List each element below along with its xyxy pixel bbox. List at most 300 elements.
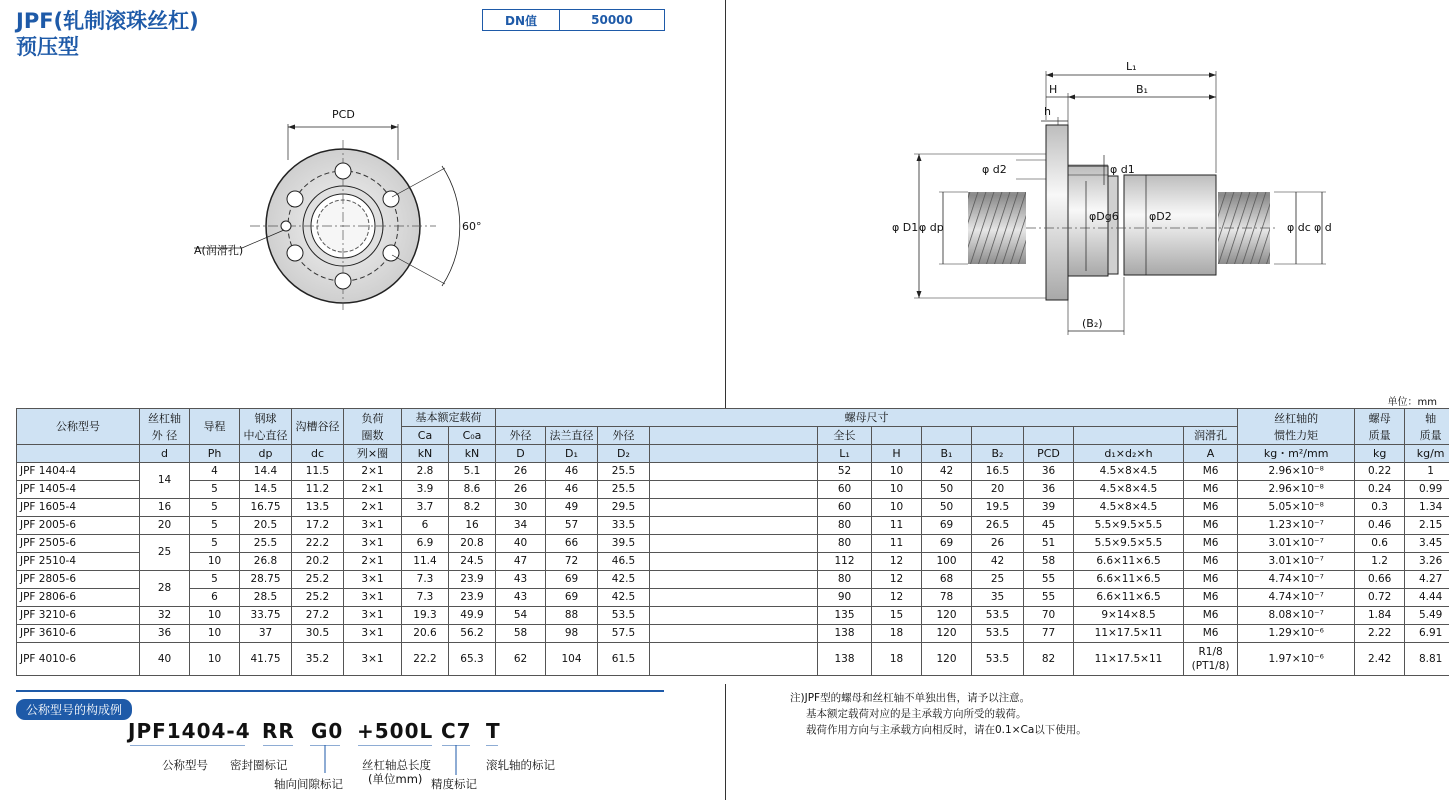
cell-model: JPF 1405-4 — [17, 481, 140, 499]
cell-A-line1: R1/8 — [1198, 646, 1223, 658]
cell-PCD: 58 — [1024, 553, 1074, 571]
dg6-label: φDg6 — [1089, 210, 1119, 223]
cell-coa: 49.9 — [449, 607, 496, 625]
dn-label: DN值 — [483, 10, 560, 30]
cell-A — [1184, 643, 1238, 676]
cell-mn: 0.72 — [1355, 589, 1405, 607]
cell-ph: 10 — [190, 553, 240, 571]
cell-dc: 11.2 — [292, 481, 344, 499]
cell-model: JPF 2505-6 — [17, 535, 140, 553]
cell-B2: 26.5 — [972, 517, 1024, 535]
cell-dp: 28.75 — [240, 571, 292, 589]
h-small-label: h — [1044, 105, 1051, 118]
cell-A-line2: (PT1/8) — [1191, 660, 1230, 672]
cell-n: 3×1 — [344, 589, 402, 607]
cell-hole: 4.5×8×4.5 — [1074, 481, 1184, 499]
cell-d: 14 — [140, 463, 190, 499]
cell-H: 12 — [872, 589, 922, 607]
cell-dp: 33.75 — [240, 607, 292, 625]
cell-B2: 20 — [972, 481, 1024, 499]
cell-n: 3×1 — [344, 571, 402, 589]
th-blank-sym — [650, 445, 818, 463]
cell-H: 10 — [872, 463, 922, 481]
cell-d: 25 — [140, 535, 190, 571]
th-len: 全长 — [818, 427, 872, 445]
cell-coa: 56.2 — [449, 625, 496, 643]
cell-blank — [650, 535, 818, 553]
d-label: φ d — [1314, 221, 1332, 234]
cell-dc: 13.5 — [292, 499, 344, 517]
cell-H: 18 — [872, 643, 922, 676]
th-shaft-mass: 轴 质量 — [1405, 409, 1449, 445]
table-row — [17, 571, 1449, 589]
caption-rolled: 滚轧轴的标记 — [486, 758, 555, 772]
code-clearance: G0 — [311, 719, 344, 743]
cell-mn: 2.42 — [1355, 643, 1405, 676]
cell-n: 3×1 — [344, 643, 402, 676]
cell-J: 2.96×10⁻⁸ — [1238, 481, 1355, 499]
cell-ms: 5.49 — [1405, 607, 1449, 625]
th-dc-sym: dc — [292, 445, 344, 463]
cell-n: 2×1 — [344, 463, 402, 481]
cell-D1: 88 — [546, 607, 598, 625]
cell-ca: 20.6 — [402, 625, 449, 643]
cell-D2: 53.5 — [598, 607, 650, 625]
table-row — [17, 607, 1449, 625]
cell-blank — [650, 589, 818, 607]
cell-dc: 25.2 — [292, 589, 344, 607]
cell-H: 15 — [872, 607, 922, 625]
th-od2: 外径 — [598, 427, 650, 445]
cell-hole: 6.6×11×6.5 — [1074, 589, 1184, 607]
cell-blank — [650, 607, 818, 625]
cell-d: 40 — [140, 643, 190, 676]
d2-label: φ d2 — [982, 163, 1007, 176]
d1-flange-label: φ D1 — [892, 221, 919, 234]
cell-D2: 25.5 — [598, 481, 650, 499]
cell-B2: 53.5 — [972, 625, 1024, 643]
cell-dp: 16.75 — [240, 499, 292, 517]
cell-blank — [650, 553, 818, 571]
cell-D2: 57.5 — [598, 625, 650, 643]
th-b1-sym: B₁ — [922, 445, 972, 463]
cell-model: JPF 3610-6 — [17, 625, 140, 643]
cell-B2: 16.5 — [972, 463, 1024, 481]
cell-PCD: 55 — [1024, 571, 1074, 589]
cell-coa: 23.9 — [449, 589, 496, 607]
cell-J: 4.74×10⁻⁷ — [1238, 589, 1355, 607]
code-model: JPF1404-4 — [128, 719, 251, 743]
code-seal: RR — [262, 719, 295, 743]
cell-coa: 24.5 — [449, 553, 496, 571]
cell-B1: 78 — [922, 589, 972, 607]
cell-dp: 28.5 — [240, 589, 292, 607]
cell-D1: 66 — [546, 535, 598, 553]
cell-ca: 6 — [402, 517, 449, 535]
cell-dc: 11.5 — [292, 463, 344, 481]
table-row — [17, 625, 1449, 643]
cell-L1: 135 — [818, 607, 872, 625]
cell-H: 10 — [872, 499, 922, 517]
nut-side-view-drawing — [886, 55, 1356, 340]
cell-H: 10 — [872, 481, 922, 499]
cell-B1: 120 — [922, 625, 972, 643]
header-row-3 — [17, 445, 1449, 463]
cell-ms: 1 — [1405, 463, 1449, 481]
cell-dc: 25.2 — [292, 571, 344, 589]
caption-length-unit: (单位mm) — [368, 772, 423, 786]
example-label: 公称型号的构成例 — [16, 699, 132, 720]
code-rolled: T — [486, 719, 501, 743]
caption-model: 公称型号 — [162, 758, 208, 772]
cell-coa: 16 — [449, 517, 496, 535]
cell-D2: 33.5 — [598, 517, 650, 535]
cell-ph: 5 — [190, 571, 240, 589]
h-flange-label: H — [1049, 83, 1058, 96]
cell-PCD: 36 — [1024, 463, 1074, 481]
cell-A: M6 — [1184, 481, 1238, 499]
cell-hole: 5.5×9.5×5.5 — [1074, 535, 1184, 553]
cell-d: 28 — [140, 571, 190, 607]
cell-D1: 104 — [546, 643, 598, 676]
cell-PCD: 82 — [1024, 643, 1074, 676]
cell-dp: 41.75 — [240, 643, 292, 676]
cell-n: 3×1 — [344, 535, 402, 553]
cell-B1: 120 — [922, 643, 972, 676]
cell-D1: 49 — [546, 499, 598, 517]
cell-J: 8.08×10⁻⁷ — [1238, 607, 1355, 625]
note-2: 基本额定载荷对应的是主承载方向所受的载荷。 — [806, 708, 1027, 720]
cell-n: 3×1 — [344, 625, 402, 643]
cell-D: 62 — [496, 643, 546, 676]
cell-PCD: 36 — [1024, 481, 1074, 499]
cell-PCD: 77 — [1024, 625, 1074, 643]
cell-hole: 4.5×8×4.5 — [1074, 499, 1184, 517]
cell-B1: 68 — [922, 571, 972, 589]
caption-length: 丝杠轴总长度 — [362, 758, 431, 772]
cell-coa: 23.9 — [449, 571, 496, 589]
th-model-sym — [17, 445, 140, 463]
dn-value-box — [482, 9, 665, 31]
cell-L1: 52 — [818, 463, 872, 481]
cell-D2: 42.5 — [598, 589, 650, 607]
cell-B1: 50 — [922, 499, 972, 517]
cell-coa: 5.1 — [449, 463, 496, 481]
cell-hole: 6.6×11×6.5 — [1074, 553, 1184, 571]
th-coa-unit: kN — [449, 445, 496, 463]
cell-B1: 100 — [922, 553, 972, 571]
cell-blank — [650, 499, 818, 517]
cell-dc: 27.2 — [292, 607, 344, 625]
cell-B2: 19.5 — [972, 499, 1024, 517]
th-hole-sym: d₁×d₂×h — [1074, 445, 1184, 463]
th-len-sym: L₁ — [818, 445, 872, 463]
cell-dp: 14.5 — [240, 481, 292, 499]
cell-hole: 9×14×8.5 — [1074, 607, 1184, 625]
th-d-sym: d — [140, 445, 190, 463]
cell-dp: 20.5 — [240, 517, 292, 535]
cell-A: M6 — [1184, 517, 1238, 535]
cell-A: M6 — [1184, 571, 1238, 589]
cell-B2: 35 — [972, 589, 1024, 607]
cell-L1: 138 — [818, 643, 872, 676]
example-divider — [16, 690, 664, 692]
th-blank — [650, 427, 818, 445]
table-row — [17, 553, 1449, 571]
cell-blank — [650, 643, 818, 676]
cell-H: 12 — [872, 571, 922, 589]
th-lube: 润滑孔 — [1184, 427, 1238, 445]
angle-label: 60° — [462, 220, 482, 233]
th-lube-sym: A — [1184, 445, 1238, 463]
cell-mn: 0.6 — [1355, 535, 1405, 553]
th-pcd-blank — [1024, 427, 1074, 445]
spec-table-body — [17, 463, 1449, 676]
cell-D2: 29.5 — [598, 499, 650, 517]
table-row — [17, 463, 1449, 481]
cell-B1: 69 — [922, 535, 972, 553]
cell-B2: 53.5 — [972, 643, 1024, 676]
th-shaft-mass-unit: kg/m — [1405, 445, 1449, 463]
cell-ph: 5 — [190, 517, 240, 535]
th-lead: 导程 — [190, 409, 240, 445]
cell-mn: 0.66 — [1355, 571, 1405, 589]
center-divider-lower — [725, 684, 726, 800]
th-model: 公称型号 — [17, 409, 140, 445]
cell-dp: 14.4 — [240, 463, 292, 481]
spec-table — [16, 408, 1449, 676]
cell-ph: 5 — [190, 499, 240, 517]
cell-blank — [650, 625, 818, 643]
code-accuracy: C7 — [441, 719, 472, 743]
cell-ca: 3.9 — [402, 481, 449, 499]
cell-ca: 6.9 — [402, 535, 449, 553]
th-circuits-sym: 列×圈 — [344, 445, 402, 463]
cell-dc: 35.2 — [292, 643, 344, 676]
th-od2-sym: D₂ — [598, 445, 650, 463]
cell-dc: 22.2 — [292, 535, 344, 553]
th-ball: 钢球 中心直径 — [240, 409, 292, 445]
th-hole-blank — [1074, 427, 1184, 445]
cell-L1: 60 — [818, 499, 872, 517]
cell-A: M6 — [1184, 535, 1238, 553]
caption-seal: 密封圈标记 — [230, 758, 288, 772]
cell-J: 3.01×10⁻⁷ — [1238, 553, 1355, 571]
note-3: 载荷作用方向与主承载方向相反时，请在0.1×Ca以下使用。 — [806, 724, 1087, 736]
th-nut-dims: 螺母尺寸 — [496, 409, 1238, 427]
cell-B2: 53.5 — [972, 607, 1024, 625]
cell-coa: 8.2 — [449, 499, 496, 517]
code-length: +500L — [357, 719, 434, 743]
cell-D: 30 — [496, 499, 546, 517]
cell-ms: 4.44 — [1405, 589, 1449, 607]
cell-D1: 46 — [546, 463, 598, 481]
header-row-1 — [17, 409, 1449, 427]
cell-B1: 42 — [922, 463, 972, 481]
cell-n: 3×1 — [344, 517, 402, 535]
cell-D1: 69 — [546, 571, 598, 589]
cell-ph: 4 — [190, 463, 240, 481]
l1-label: L₁ — [1126, 60, 1137, 73]
table-row — [17, 643, 1449, 676]
cell-D2: 39.5 — [598, 535, 650, 553]
th-groove: 沟槽谷径 — [292, 409, 344, 445]
cell-d: 36 — [140, 625, 190, 643]
cell-mn: 0.3 — [1355, 499, 1405, 517]
th-od-sym: D — [496, 445, 546, 463]
cell-A: M6 — [1184, 625, 1238, 643]
cell-mn: 0.22 — [1355, 463, 1405, 481]
th-pcd-sym: PCD — [1024, 445, 1074, 463]
cell-L1: 90 — [818, 589, 872, 607]
center-divider — [725, 0, 726, 408]
cell-L1: 80 — [818, 571, 872, 589]
th-ph-sym: Ph — [190, 445, 240, 463]
table-row — [17, 517, 1449, 535]
note-1: 注)JPF型的螺母和丝杠轴不单独出售，请予以注意。 — [790, 692, 1031, 704]
unit-label: 单位：mm — [1387, 397, 1437, 408]
dn-value: 50000 — [591, 13, 633, 27]
th-h-sym: H — [872, 445, 922, 463]
cell-A: M6 — [1184, 463, 1238, 481]
cell-dc: 20.2 — [292, 553, 344, 571]
cell-PCD: 55 — [1024, 589, 1074, 607]
page-title — [16, 8, 199, 60]
cell-n: 3×1 — [344, 607, 402, 625]
cell-dc: 30.5 — [292, 625, 344, 643]
th-circuits: 负荷 圈数 — [344, 409, 402, 445]
cell-L1: 80 — [818, 535, 872, 553]
cell-ms: 1.34 — [1405, 499, 1449, 517]
th-inertia-unit: kg・m²/mm — [1238, 445, 1355, 463]
caption-accuracy: 精度标记 — [431, 777, 477, 791]
cell-H: 11 — [872, 535, 922, 553]
cell-D1: 98 — [546, 625, 598, 643]
cell-D: 43 — [496, 571, 546, 589]
cell-B2: 42 — [972, 553, 1024, 571]
cell-PCD: 45 — [1024, 517, 1074, 535]
cell-hole: 4.5×8×4.5 — [1074, 463, 1184, 481]
cell-ca: 7.3 — [402, 589, 449, 607]
cell-D: 34 — [496, 517, 546, 535]
cell-ms: 0.99 — [1405, 481, 1449, 499]
table-row — [17, 499, 1449, 517]
cell-ph: 5 — [190, 481, 240, 499]
cell-A: M6 — [1184, 607, 1238, 625]
cell-ca: 2.8 — [402, 463, 449, 481]
cell-d: 20 — [140, 517, 190, 535]
th-inertia: 丝杠轴的 惯性力矩 — [1238, 409, 1355, 445]
th-dp-sym: dp — [240, 445, 292, 463]
cell-H: 12 — [872, 553, 922, 571]
th-b2-blank — [972, 427, 1024, 445]
cell-A: M6 — [1184, 499, 1238, 517]
th-flange-sym: D₁ — [546, 445, 598, 463]
cell-D2: 61.5 — [598, 643, 650, 676]
th-flange: 法兰直径 — [546, 427, 598, 445]
cell-ms: 4.27 — [1405, 571, 1449, 589]
cell-J: 3.01×10⁻⁷ — [1238, 535, 1355, 553]
th-ca-unit: kN — [402, 445, 449, 463]
cell-hole: 11×17.5×11 — [1074, 643, 1184, 676]
cell-ph: 10 — [190, 607, 240, 625]
th-ca: Ca — [402, 427, 449, 445]
cell-D: 26 — [496, 463, 546, 481]
cell-ph: 10 — [190, 625, 240, 643]
cell-D1: 46 — [546, 481, 598, 499]
cell-D1: 72 — [546, 553, 598, 571]
cell-PCD: 51 — [1024, 535, 1074, 553]
cell-model: JPF 1605-4 — [17, 499, 140, 517]
pcd-label: PCD — [332, 108, 355, 121]
cell-B1: 120 — [922, 607, 972, 625]
flange-front-view-drawing — [180, 100, 510, 310]
cell-model: JPF 2510-4 — [17, 553, 140, 571]
cell-D2: 25.5 — [598, 463, 650, 481]
th-coa: C₀a — [449, 427, 496, 445]
d2-od-label: φD2 — [1149, 210, 1172, 223]
cell-D2: 46.5 — [598, 553, 650, 571]
cell-B1: 50 — [922, 481, 972, 499]
cell-ca: 3.7 — [402, 499, 449, 517]
cell-A: M6 — [1184, 589, 1238, 607]
cell-hole: 11×17.5×11 — [1074, 625, 1184, 643]
dc-label: φ dc — [1287, 221, 1311, 234]
cell-n: 2×1 — [344, 499, 402, 517]
th-nut-mass: 螺母 质量 — [1355, 409, 1405, 445]
cell-mn: 2.22 — [1355, 625, 1405, 643]
title-line-1: JPF(轧制滚珠丝杠) — [16, 9, 199, 33]
cell-J: 2.96×10⁻⁸ — [1238, 463, 1355, 481]
cell-n: 2×1 — [344, 553, 402, 571]
cell-blank — [650, 517, 818, 535]
cell-dc: 17.2 — [292, 517, 344, 535]
cell-hole: 6.6×11×6.5 — [1074, 571, 1184, 589]
cell-ca: 22.2 — [402, 643, 449, 676]
cell-ms: 6.91 — [1405, 625, 1449, 643]
cell-L1: 138 — [818, 625, 872, 643]
cell-dp: 25.5 — [240, 535, 292, 553]
cell-model: JPF 2805-6 — [17, 571, 140, 589]
cell-mn: 0.24 — [1355, 481, 1405, 499]
cell-model: JPF 1404-4 — [17, 463, 140, 481]
cell-D: 26 — [496, 481, 546, 499]
cell-J: 1.97×10⁻⁶ — [1238, 643, 1355, 676]
b2-label: (B₂) — [1082, 317, 1103, 330]
cell-ms: 3.26 — [1405, 553, 1449, 571]
table-row — [17, 589, 1449, 607]
cell-D: 43 — [496, 589, 546, 607]
cell-B2: 25 — [972, 571, 1024, 589]
lube-hole-label: A(润滑孔) — [194, 244, 244, 257]
cell-d: 16 — [140, 499, 190, 517]
cell-J: 1.29×10⁻⁶ — [1238, 625, 1355, 643]
cell-mn: 1.2 — [1355, 553, 1405, 571]
cell-B2: 26 — [972, 535, 1024, 553]
cell-D: 40 — [496, 535, 546, 553]
cell-model: JPF 2806-6 — [17, 589, 140, 607]
cell-coa: 20.8 — [449, 535, 496, 553]
cell-D: 58 — [496, 625, 546, 643]
cell-D2: 42.5 — [598, 571, 650, 589]
cell-J: 5.05×10⁻⁸ — [1238, 499, 1355, 517]
cell-D: 47 — [496, 553, 546, 571]
cell-PCD: 70 — [1024, 607, 1074, 625]
cell-D1: 57 — [546, 517, 598, 535]
cell-dp: 26.8 — [240, 553, 292, 571]
th-b2-sym: B₂ — [972, 445, 1024, 463]
th-od: 外径 — [496, 427, 546, 445]
